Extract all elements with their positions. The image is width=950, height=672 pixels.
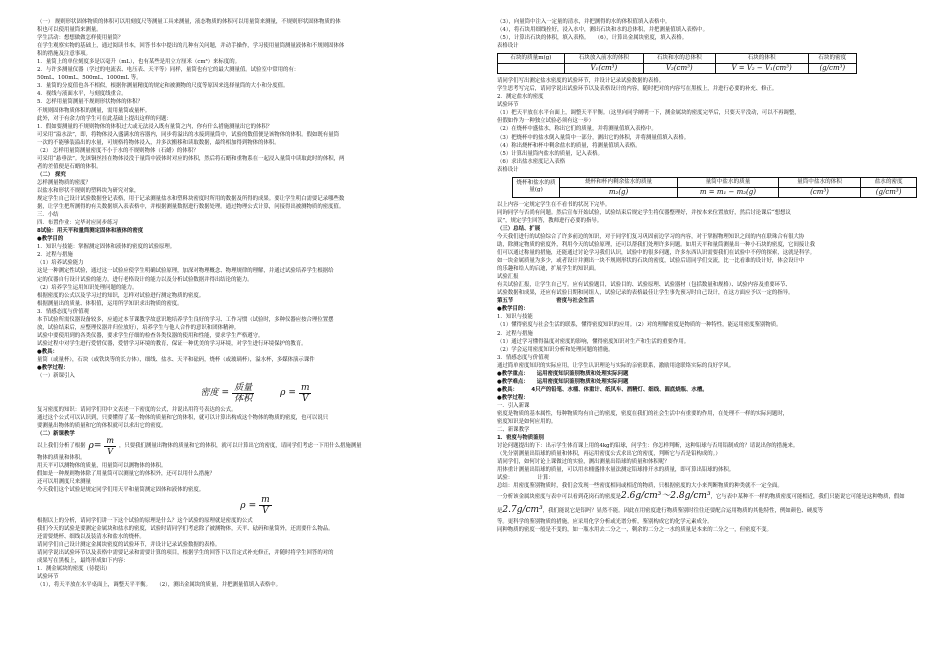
t1-h1: 石块放入前水的体积 [564, 54, 643, 64]
text-line: 学生活动：想想做做怎样使用量筒？ [37, 35, 124, 42]
text-line: （5），计算出石块的体积，填入表格。 （6），计算出金属块密度，填入表格。 [497, 35, 688, 42]
text-line: （3），向量筒中注入一定量的清水，并把测得的水的体积值填入表格中。 [497, 19, 671, 25]
principle-denominator: V [262, 506, 269, 517]
t1-h2: 石块和水的总体积 [644, 54, 716, 64]
text-line: （1），将天平放在水平桌面上，调整天平平衡。 （2），测出金属块的质量，并把测量值填入表格中。 [37, 581, 282, 588]
t2-f1: m = m₁ − m₂(g) [678, 187, 779, 197]
stone-density-table [497, 53, 857, 74]
text-line: 学生思考写完后，请同学说出试验环节以及表格设计的内容，随时把对的内容写在黑板上，并进行必要的补充、修正。 [497, 86, 778, 93]
density-formula-principle: ρ = $\frac{m}{V}$ [240, 495, 270, 517]
text-line: ●教学目的 [37, 236, 64, 243]
text-line: （1）通过学习懂得温度对密度的影响，懂得密度知识对生产和生活的重要作用。 [497, 338, 690, 345]
text-line: ●教学过程： [497, 394, 529, 401]
text-line: 三．小结 [37, 212, 59, 219]
text-line: （4）称出烧杯和杯中剩余盐水的质量，将测量值填入表格。 [497, 142, 641, 149]
saltwater-density-table [512, 177, 917, 198]
text-line: 请同学们自己设计测定金属块密度的试验环节，并设计记录试验数据的表格。 [37, 541, 221, 548]
inline-trail-text: ，只要我们测量出物体的质量和它的体积，就可以计算出它的密度，请同学们考虑一下用什么措施测量 [118, 443, 362, 450]
text-line: 根据测量出的质量、体积值，运用所学知识求出物质的密度。 [37, 300, 183, 307]
text-line: 的乐趣和给人的启迪，扩展学生的知识面。 [497, 266, 600, 273]
granite-range: 2.6g/cm³～2.8g/cm³ [621, 491, 711, 502]
text-line: （一）新课引入 [37, 373, 75, 380]
right-text-block [497, 18, 919, 50]
principle-numerator: m [261, 495, 270, 506]
text-line: 3．量筒的分度值也各不相似，根据你测量精度的规定和被测物的尺度等原因来选择量筒的大小和分度值。 [37, 83, 289, 90]
t1-f2: V = V₂ − V₁(cm³) [715, 64, 808, 74]
formula-numerator: 质量 [234, 382, 253, 393]
text-line: 成果写在黑板上，最终形成如下内容： [37, 557, 129, 564]
text-line: 放，试验结束后，应整理仪器并归位放好），培养学生与他人合作的意识和团体精神。 [37, 324, 240, 331]
text-line: 2．测定盐水的密度 [497, 94, 544, 101]
text-line: 2．过程与措施 [497, 330, 533, 337]
text-line: （2） 怎样用量筒测量密度不小于水的不规则物体（石蜡）的体积？ [37, 147, 199, 154]
left-text-block-3 [37, 454, 475, 494]
text-line: 我们今天的试验是要测定金属块和盐水的密度，试验时请同学们考虑除了被测物体，天平、砝码和量筒外，还需要什么物品。 [37, 525, 334, 532]
text-line: 1．密度与物质鉴别 [497, 435, 544, 442]
t1-f3: (g/cm³) [808, 64, 856, 74]
t2-f0: m₂(g) [560, 187, 678, 197]
text-line: 一次的不能够装溢出的水量，可规格将物体浸入，并多次搬移和读取数据，最终相加得到物体的体积。 [37, 139, 280, 146]
text-line: ●教具： [37, 348, 58, 355]
text-line: 8试验：用天平和量筒测定固体和液体的密度 [37, 228, 144, 235]
t1-h3: 石块的体积 [715, 54, 808, 64]
text-line: （一） 规则形状固体物质的体积可以用刻度尺等测量工具来测量，液态物质的体积可以用量筒来测量，不规则形状固体物质的体 [37, 19, 341, 25]
text-line: ●教学目的： [497, 306, 529, 313]
t1-h0: 石块的质量m(g) [498, 54, 565, 64]
text-line: 3．情感态度与价值观 [37, 308, 89, 315]
formula-symbol-numerator: m [300, 382, 310, 393]
text-line: （先分别测量出铅球的质量和体积，再运用密度公式求出它的密度，判断它与否是铅构成的。） [497, 451, 721, 458]
t2-h2: 量筒中盐水的质量 [678, 177, 779, 187]
text-line: 根据密度的公式以及学习过的知识，怎样对试验进行测定物质的密度。 [37, 292, 205, 299]
text-line: 讨论问题提出的下：出示学生体育课上用的4kg的铅球，问学生：你怎样判断，这种铅球与否用铅制成的？请说出你的措施来。 [497, 443, 799, 450]
text-line: ●教学重点： 运用密度知识鉴别物质和处理实际问题 [497, 370, 629, 377]
text-line: 试验过程中对学生进行爱惜仪器，爱惜学习环境的教育，保证一种优美的学习环境，对学生进行环境保护的教育。 [37, 340, 307, 347]
text-line: 表格设计 [497, 166, 519, 173]
text-line: （三）总结、扩展 [497, 225, 541, 232]
text-line: 密度是物质的基本属性，每种物质均有自己的密度，密度在我们的社会生活中有重要的作用，在处理不一样的实际问题时， [497, 410, 789, 417]
text-line: 50mL、100mL、500mL、1000mL 等。 [37, 75, 142, 82]
text-line: 5．怎样用量筒测量不规则形状物体的体积？ [37, 99, 143, 106]
granite-trail: ，它与表中某种不一样的物质密度可能相近，我们只能说它可能是这种物质，假如 [710, 494, 905, 501]
text-line: 这是一种测定性试验，通过这一试验应使学生明确试验原理，加深对物理概念、物理规律的理解，并通过试验培养学生根据给 [37, 268, 334, 275]
left-text-block-4 [37, 517, 475, 589]
text-line: 请同学们，如何讨论上课做过的实验，测出测量出铅球的质量和体积呢？ [497, 459, 670, 466]
text-line: 四．布置作业：完毕对应同步练习 [37, 220, 118, 227]
text-line: 1．知识与技能 [497, 314, 533, 321]
text-line: 今天我们进行的试验综合了许多前边的知识，对于同学们复习巩固前边学习的内容，对于掌握物理知识之间的内在联珠合有很大协 [497, 233, 805, 240]
aluminum-density-line [497, 504, 919, 518]
t2-h0: 烧杯和盐水的质量(g) [513, 177, 560, 197]
formula-lhs: 密度 [200, 388, 219, 399]
text-line: 根据以上的分析，请同学们讲一下这个试验的原理是什么？这个试验的原理就是密度的公式 [37, 517, 253, 524]
text-line: ●教学难点： 运用密度知识鉴别物质和处理实际问题 [497, 378, 629, 385]
t1-f0: V₁(cm³) [564, 64, 643, 74]
text-line: ●教具： 4只产的铅笔、水桶、体重计、纸风车、酒精灯、细线、圆底烧瓶、水槽。 [497, 386, 708, 393]
text-line: （1）培养试验能力 [37, 260, 84, 267]
text-line: 一．引入新课 [497, 402, 530, 409]
t2-h3: 量筒中盐水的体积 [778, 177, 861, 187]
text-line: 助，除测定物质的密度外，利用今天的试验原理，还可以帮我们处理许多问题。如用天平和量筒测量出一种小石块的密度，它间接让我 [497, 241, 816, 248]
formula-symbol-rho: ρ [280, 388, 286, 399]
text-line: 今天我们这个试验是规定同学们用天平和量筒测定固体和液体的密度。 [37, 487, 205, 494]
text-line: 同询同学与否尚有问题。然后宣布开始试验，试验结束后规定学生将仪器整理好，并按本来位置放好，然后讨论课后“想想议 [497, 209, 791, 216]
aluminum-lead: 是 [497, 508, 503, 515]
text-line: 们可以通过称量的措施，还能通过讨论学习我们认识，试验中的很多问题，许多东西认识需要我们在试验中不停的探索，这就是科学。 [497, 250, 816, 257]
text-line: 试验中要使用到的各类仪器，要求学生仔细的检查各类仪器的使用和性能，要求学生严格遵守。 [37, 332, 264, 339]
text-line: 3．情感态度与价值观 [497, 354, 549, 361]
text-line: 复习密度的知识：请同学们用中文表述一下密度的公式，并说出用符号表达的公式。 [37, 407, 237, 414]
text-line: 积也可以使用量筒来测量。 [37, 27, 102, 34]
text-line: 1．假如要测量的不规则物体的体积过大或无法浸入既有量筒之内，你有什么措施测量出它的体积？ [37, 123, 273, 130]
inline-lead-text: 以上我们分析了根据 [37, 443, 86, 450]
text-line: （3）把烧杯中的盐水倒入量筒中一部分，测出它的体积，并将测量值填入表格。 [497, 134, 690, 141]
text-line: （6）求出盐水密度记入表格 [497, 158, 566, 165]
right-column [497, 18, 919, 535]
text-line: 1．测金属块的密度（待提出） [37, 565, 111, 572]
text-line: （二）新课教学 [37, 431, 75, 438]
density-inline-row: 以上我们分析了根据 ρ= $\frac{m}{V}$ ，只要我们测量出物体的质量和它的体积，就可以计算出它的密度，请同学们考虑一下用什么措施测量 [37, 435, 362, 456]
left-column [37, 18, 475, 589]
text-line: 还需要烧杯、细线以及装清水和盐水的烧杯。 [37, 533, 145, 540]
text-line: （1）把天平放在水平台面上，调整天平平衡。（这里向同学阐明一下，测金属块的密度完毕后，只要天平没动，可以不再调整， [497, 110, 800, 117]
text-line: 2．过程与措施 [37, 252, 73, 259]
text-line: 二、新课教学 [497, 427, 530, 434]
text-line: 可采用“悬垂法”。先该铜丝挂在物体浸没于量筒中液体时对应的体积，然后将石蜡和重物系在一起浸入量筒中读取此时的体积，两 [37, 155, 345, 162]
t2-h1: 烧杯和杯内剩余盐水的质量 [560, 177, 678, 187]
text-line: （2）学会运用密度知识分析和处理问题的措施。 [497, 346, 614, 353]
text-line: 通过简单密度知识的实际应用，让学生认识理论与实际的亲密联系，激励用途联络实际的良好学风。 [497, 362, 735, 369]
t2-f2: (cm³) [778, 187, 861, 197]
principle-fraction [259, 495, 272, 516]
text-line: 请同学们写出测定盐水密度的试验环节，并设计记录试验数据的表格。 [497, 78, 665, 85]
text-line: 1．知识与技能：掌握测定固体和液体的密度的试验原理。 [37, 244, 176, 251]
text-line: 2．与许多测量仪器（学过的电流表、电压表、天平等）同样，量筒也有它的最大测量值。试验室中常用的有： [37, 67, 300, 74]
text-line: （2）培养学生运用知识处理问题的能力。 [37, 284, 138, 291]
text-line: 有关试验汇报，让学生自己写。应有试验题目，试验目的、试验原理、试验器材（包括数量和规格）、试验内容及重要环节、 [497, 282, 791, 289]
text-line: 同种物质的密度一般是不变的，如一瓶水用去二分之一，剩余的二分之一水的质量是本来的二分之一，但密度不变。 [497, 527, 772, 534]
text-line: 用天平可以测物体的质量，用量筒可以测物体的体积。 [37, 463, 167, 470]
left-text-block [37, 18, 475, 380]
text-line: 不规则固体物质体积的测量，需用量筒或量杯。 [37, 107, 151, 114]
granite-density-line [497, 490, 919, 504]
inline-denominator: V [107, 446, 114, 456]
t1-f-empty [498, 64, 565, 74]
text-line: 可采用“溢水法”，即，将物体浸入盛满水的容器内，同步将溢出的水接到量筒中，试验的数值便是该物体的体积。假如既有量筒 [37, 131, 339, 138]
t2-f3: (g/cm³) [861, 187, 917, 197]
text-line: 据，让学生把所测得的有关数据填入表表格中，并根据测量数据进行数据处理。通过物理公式计算，问接得出被测物质的密度值。 [37, 204, 345, 211]
text-line: 还可以用测度尺来测量 [37, 479, 91, 486]
formula-denominator: 体积 [234, 393, 253, 404]
text-line: 试验汇报 [497, 274, 519, 281]
text-line: 通过这个公式可以认识到，只要懂得了某一物体的质量和它的体积，就可以计算出构成这个物体的物质的密度，也可以说只 [37, 415, 329, 422]
left-text-block-2 [37, 406, 475, 438]
inline-numerator: m [106, 435, 114, 445]
text-line: 物体的质量和体积。 [37, 455, 86, 462]
text-line: 等。更科学的鉴别物质的措施，应采用化学分析或光谱分析，鉴别构成它的化学元素成分。 [497, 519, 713, 526]
formula-symbol-fraction [299, 383, 312, 404]
aluminum-trail: ，我们能说它是铝吗？显然不能。因此在用密度进行物质鉴别时往往还要配合运用物质的其他特性，例如颜色、硬度等 [542, 508, 824, 515]
text-line: （4），将石块用细线拴好，浸入水中，测出石块和水的总体积，并把测量值填入表格中。 [497, 27, 708, 34]
text-line: 第五节 密度与社会生活 [497, 298, 595, 305]
aluminum-value: 2.7g/cm³ [502, 505, 543, 516]
text-line: 1．量筒上的单位刻度多是以毫升（mL），也有某些是用立方厘米（cm³）来标度的。 [37, 59, 240, 66]
text-line: 试验环节 [37, 573, 59, 580]
granite-lead: 一分析该金属块密度与表中可以看到花岗石的密度是 [497, 494, 621, 501]
principle-rho: ρ [240, 500, 246, 511]
text-line: 用体重计测量出铅球的质量，可以用水桶盛排水量法测定铅球排开水的质量，即可算出铅球的体积。 [497, 467, 735, 474]
text-line: ●教学过程： [37, 365, 69, 372]
text-line: 在学生观察实物的基础上，通过阅读书本，回答书本中提出的几种有关问题，并动手操作，学习使用量筒测量液体和不规则固体体 [37, 43, 345, 50]
text-line: 假如是一种规则物体除了用量筒可以测量它的体积外，还可以用什么措施？ [37, 471, 215, 478]
text-line: 总结：用密度鉴别物质时，我们会发现一些密度相同或相近的物质，只根据密度的大小来判断物质的种类就不一定全面。 [497, 483, 783, 490]
text-line: （二） 探究 [37, 171, 66, 178]
text-line: 4．视线与液面水平，与刻度线重合。 [37, 91, 127, 98]
text-line: 试验数据和成果，还应有试验日期和同组人，试验记录的表格最佳让学生事先预习时自己设计，在这方面应予以一定的指导。 [497, 290, 794, 297]
density-formula-word: 密度 = $\frac{\text{质量}}{\text{体积}}$ ρ = $\frac{m}{V}$ [200, 382, 310, 404]
text-line: 表格设计 [497, 43, 519, 50]
text-line: 议”，规定学生回答，教师进行必要的指导。 [497, 217, 603, 224]
formula-fraction [232, 383, 254, 404]
text-line: 以盐水和形状不规则的塑料块为研究对象， [37, 187, 140, 194]
text-line: 量筒（或量杯），石块（或铁块等的长方体），细线、盐水、天平和砝码，烧杯（或玻璃杯），溢水杯，多媒体演示课件 [37, 356, 315, 363]
text-line: 试验环节 [497, 102, 519, 109]
text-line: 以上内容一定规定学生在不看书的状况下完毕。 [497, 201, 611, 208]
right-text-block-4 [497, 518, 919, 534]
text-line: 规定学生自己设计试验数据登记表格，用于记录测量盐水和塑料块密度时所用的数据及所得的成果。要让学生明白需要记录哪些数 [37, 196, 345, 203]
text-line: 如一块金属质量为多少，或者设计并测出一块不规则形状的石块的密度，试验后请同学们交流，比一比看谁的设计好，体会设计中 [497, 258, 805, 265]
text-line: 怎样测量物质的密度？ [37, 179, 91, 186]
text-line: 但假如作为一种独立试验必须有这一步） [497, 118, 595, 125]
text-line: （5）计算出量筒内盐水的质量，记入表格。 [497, 150, 603, 157]
t1-h4: 石块的密度 [808, 54, 856, 64]
text-line: 者的差值便是石蜡的体积。 [37, 163, 102, 170]
t2-h4: 盐水的密度 [861, 177, 917, 187]
text-line: 试验： 计算： [497, 475, 554, 482]
right-text-block-3 [497, 201, 919, 491]
text-line: 本节试验所需仪器设备较多，应通过本节课教学故意识地培养学生良好的学习、工作习惯（试验时，多种仪器应按合理位置摆 [37, 316, 334, 323]
inline-fraction [104, 436, 116, 457]
t1-f1: V₂(cm³) [644, 64, 716, 74]
text-line: 密度知识是如何应用的。 [497, 419, 557, 426]
text-line: （1）懂得密度与社会生活的联系，懂得密度知识的应用。（2）对的理解密度是物质的一种特性，能运用密度鉴别物质。 [497, 322, 782, 329]
text-line: 积的措施及注意事项。 [37, 51, 91, 58]
text-line: （2）在烧杯中盛盐水，称出它们的质量，并将测量值填入表格中。 [497, 126, 657, 133]
right-text-block-2 [497, 77, 919, 174]
text-line: 要测量出物体的质量和它的体积就可以求出它的密度。 [37, 423, 167, 430]
text-line: 定的仪器自行设计试验的能力，进行老格设计的能力以及分析试验数据并得出结论的能力。 [37, 276, 253, 283]
text-line: 请同学说出试验环节以及表格中需要记录和需要计算的项目，根据学生的回答下以肯定式补充修正，并随时将学生回答的对的 [37, 549, 334, 556]
formula-symbol-denominator: V [301, 393, 309, 404]
text-line: 此外，对于有余力的学生可在此基础上提出这样的问题： [37, 115, 172, 122]
